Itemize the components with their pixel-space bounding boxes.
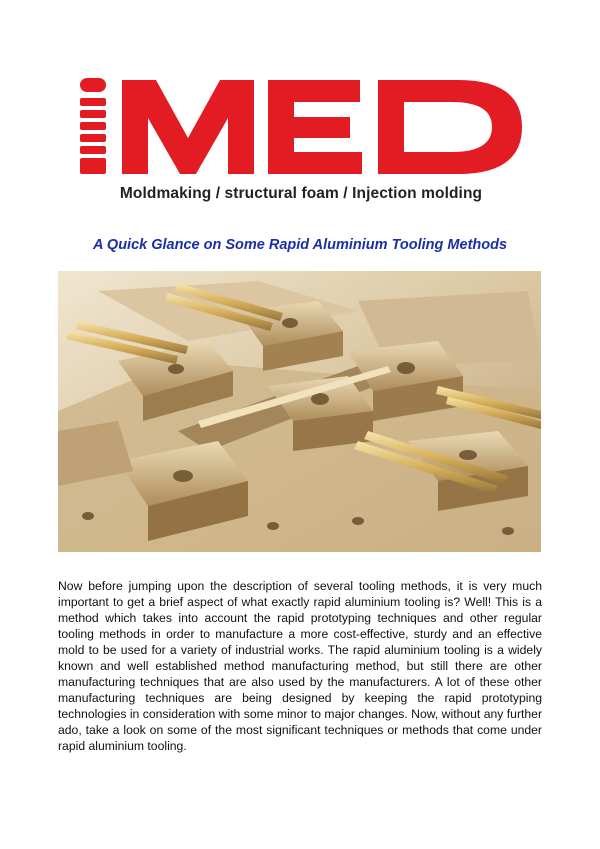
- intro-paragraph: Now before jumping upon the description of several tooling methods, it is very much important to get a brief aspect of what exactly rapid aluminium tooling is? Well! This is a method which takes into account the rapid prototyping techniques and other regular tooling methods in order to manufacture a more cost-effective, sturdy and an effective mold to be used for a variety of industrial works. The rapid aluminium tooling is a widely known and well established method manufacturing method, but still there are other manufacturing techniques that are also used by the manufacturers. A lot of these other manufacturing techniques are being designed by keeping the rapid prototyping technologies in consideration with some minor to major changes. Now, without any further ado, take a look on some of the most significant techniques or methods that come under rapid aluminium tooling.: [58, 579, 542, 753]
- page-title: A Quick Glance on Some Rapid Aluminium Tooling Methods: [92, 237, 508, 253]
- tooling-photo: [58, 271, 541, 552]
- logo-tagline: Moldmaking / structural foam / Injection molding: [119, 185, 483, 202]
